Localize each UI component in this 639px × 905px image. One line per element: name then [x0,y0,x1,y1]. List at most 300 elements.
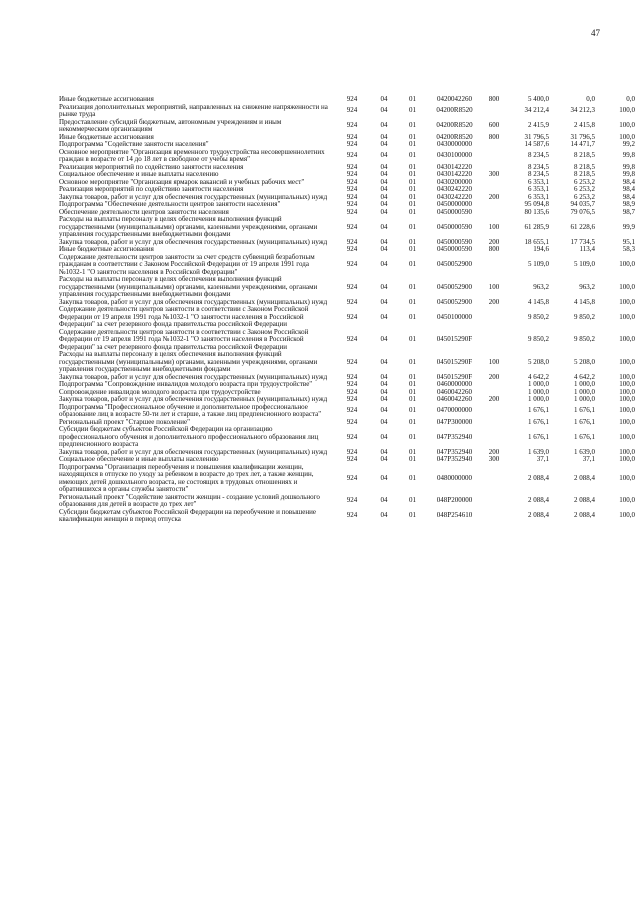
row-percent: 100,0 [619,297,635,306]
row-plan-amount: 5 208,0 [528,357,549,366]
row-vedomstvo: 924 [346,447,358,456]
row-razdel: 04 [380,282,388,291]
row-podrazdel: 01 [409,237,416,246]
row-fact-amount: 61 228,6 [570,222,595,231]
table-row [59,216,637,239]
row-vedomstvo: 924 [346,455,358,463]
row-razdel: 04 [380,312,388,321]
row-vedomstvo: 924 [346,185,358,193]
row-plan-amount: 5 109,0 [528,260,549,268]
row-podrazdel: 01 [409,511,416,520]
row-target-article: 0450000590 [437,237,472,246]
row-plan-amount: 31 796,5 [524,132,549,141]
row-fact-amount: 113,4 [579,245,595,253]
row-plan-amount: 1 676,1 [528,406,549,415]
row-podrazdel: 01 [409,162,416,171]
row-name: Расходы на выплаты персоналу в целях обеспечения выполнения функций государственными (муниципальными) органами, казенными учреждениями, органами управления государственными внебюджетными фондами [59,275,318,298]
row-percent: 99,2 [622,140,635,148]
row-plan-amount: 37,1 [536,455,549,463]
row-target-article: 047P352940 [436,455,473,463]
table-row [59,494,637,509]
row-percent: 100,0 [619,432,635,441]
row-podrazdel: 01 [409,177,416,186]
row-expense-type [482,494,506,509]
row-plan-amount: 5 400,0 [528,95,549,103]
row-expense-type: 100 [488,282,500,291]
table-row [59,306,637,329]
row-plan-amount: 4 642,2 [528,372,549,381]
row-fact-amount: 0,0 [586,95,595,103]
row-razdel: 04 [380,372,388,381]
row-target-article: 0430242220 [437,192,472,201]
row-plan-amount: 6 353,1 [528,192,549,201]
row-plan-amount: 4 145,8 [528,297,549,306]
row-name: Субсидии бюджетам субъектов Российской Федерации на организацию профессионального обучения и дополнительного профессионального образования лиц предпенсионного возраста [59,425,319,448]
row-razdel: 04 [380,207,388,216]
row-percent: 0,0 [626,95,635,103]
row-vedomstvo: 924 [346,357,358,366]
row-plan-amount: 1 000,0 [528,380,549,388]
row-fact-amount: 8 218,5 [574,162,595,171]
row-podrazdel: 01 [409,406,416,415]
row-podrazdel: 01 [409,222,416,231]
row-fact-amount: 14 471,7 [570,140,595,148]
row-expense-type: 100 [488,222,500,231]
row-name: Социальное обеспечение и иные выплаты населению [59,170,219,178]
row-vedomstvo: 924 [346,387,358,396]
row-expense-type: 800 [488,95,500,103]
row-podrazdel: 01 [409,473,416,482]
row-plan-amount: 18 655,1 [524,237,549,246]
row-vedomstvo: 924 [346,260,358,268]
row-vedomstvo: 924 [346,297,358,306]
row-plan-amount: 194,6 [533,245,549,253]
table-row [59,509,637,524]
row-fact-amount: 2 088,4 [574,496,595,505]
row-plan-amount: 8 234,5 [528,151,549,160]
row-fact-amount: 6 253,2 [574,185,595,193]
row-vedomstvo: 924 [346,151,358,160]
row-podrazdel: 01 [409,387,416,396]
row-percent: 100,0 [619,380,635,388]
row-target-article: 0430142220 [437,170,472,178]
row-target-article: 0460000000 [437,380,472,388]
row-expense-type [482,306,506,329]
row-vedomstvo: 924 [346,417,358,426]
row-plan-amount: 6 353,1 [528,185,549,193]
row-name: Подпрограмма "Профессиональное обучение и дополнительное профессиональное образование лиц в возрасте 50-ти лет и старше, а также лиц предпенсионного возраста" [59,402,322,418]
row-razdel: 04 [380,406,388,415]
row-razdel: 04 [380,185,388,193]
row-percent: 100,0 [619,282,635,291]
row-percent: 99,8 [622,162,635,171]
row-percent: 100,0 [619,473,635,482]
row-expense-type: 100 [488,357,500,366]
row-expense-type: 200 [488,237,500,246]
row-expense-type [482,404,506,419]
row-vedomstvo: 924 [346,496,358,505]
row-expense-type: 200 [488,192,500,201]
row-vedomstvo: 924 [346,372,358,381]
row-vedomstvo: 924 [346,222,358,231]
row-razdel: 04 [380,380,388,388]
row-plan-amount: 963,2 [533,282,549,291]
row-podrazdel: 01 [409,170,416,178]
row-target-article: 0450000590 [437,245,472,253]
row-name: Подпрограмма "Содействие занятости населения" [59,140,209,148]
row-target-article: 045015290F [436,335,473,343]
row-expense-type: 300 [488,455,500,463]
row-fact-amount: 1 000,0 [574,387,595,396]
row-target-article: 0450100000 [437,312,472,321]
row-vedomstvo: 924 [346,106,358,115]
row-target-article: 0450000590 [437,207,472,216]
row-target-article: 0420042260 [437,95,472,103]
row-plan-amount: 1 000,0 [528,387,549,396]
row-razdel: 04 [380,496,388,505]
row-podrazdel: 01 [409,192,416,201]
row-target-article: 047P352940 [436,447,473,456]
row-name: Реализация дополнительных мероприятий, направленных на снижение напряженности на рынке труда [59,102,328,118]
row-percent: 100,0 [619,395,635,403]
page-number: 47 [591,28,600,38]
row-podrazdel: 01 [409,380,416,388]
table-row [59,119,637,134]
row-razdel: 04 [380,95,388,103]
row-podrazdel: 01 [409,260,416,268]
row-target-article: 048P200000 [436,496,473,505]
row-expense-type [482,104,506,119]
row-fact-amount: 1 676,1 [574,406,595,415]
row-percent: 100,0 [619,387,635,396]
row-target-article: 0480000000 [437,473,472,482]
row-percent: 100,0 [619,106,635,115]
row-podrazdel: 01 [409,455,416,463]
row-target-article: 0430100000 [437,151,472,160]
row-fact-amount: 8 218,5 [574,170,595,178]
row-name: Расходы на выплаты персоналу в целях обеспечения выполнения функций государственными (муниципальными) органами, казенными учреждениями, органами управления государственными внебюджетными фондами [59,350,318,373]
row-plan-amount: 9 850,2 [528,312,549,321]
row-razdel: 04 [380,222,388,231]
row-fact-amount: 6 253,2 [574,192,595,201]
row-fact-amount: 2 088,4 [574,511,595,520]
row-vedomstvo: 924 [346,406,358,415]
row-podrazdel: 01 [409,496,416,505]
row-target-article: 0430142220 [437,162,472,171]
row-plan-amount: 8 234,5 [528,162,549,171]
row-expense-type [482,209,506,217]
row-percent: 100,0 [619,406,635,415]
row-razdel: 04 [380,177,388,186]
row-fact-amount: 2 088,4 [574,473,595,482]
table-row [59,276,637,299]
row-razdel: 04 [380,192,388,201]
row-target-article: 04200R8520 [436,106,473,115]
row-target-article: 0430000000 [437,140,472,148]
row-expense-type [482,464,506,494]
row-expense-type: 200 [488,395,500,403]
row-percent: 100,0 [619,132,635,141]
row-razdel: 04 [380,417,388,426]
row-vedomstvo: 924 [346,207,358,216]
row-vedomstvo: 924 [346,140,358,148]
row-plan-amount: 1 676,1 [528,417,549,426]
row-target-article: 0450052900 [437,297,472,306]
row-target-article: 04200R8520 [436,121,473,130]
row-vedomstvo: 924 [346,177,358,186]
row-expense-type: 600 [488,121,500,130]
row-plan-amount: 2 088,4 [528,511,549,520]
row-expense-type: 300 [488,170,500,178]
row-name: Региональный проект "Содействие занятости женщин - создание условий дошкольного образования для детей в возрасте до трех лет" [59,492,320,508]
row-name: Обеспечение деятельности центров занятости населения [59,207,229,216]
row-target-article: 048P254610 [436,511,473,520]
row-razdel: 04 [380,395,388,403]
row-podrazdel: 01 [409,357,416,366]
row-percent: 100,0 [619,260,635,268]
row-vedomstvo: 924 [346,132,358,141]
row-plan-amount: 9 850,2 [528,335,549,343]
row-podrazdel: 01 [409,447,416,456]
row-fact-amount: 1 676,1 [574,417,595,426]
row-name: Субсидии бюджетам субъектов Российской Федерации на переобучение и повышение квалификации женщин в период отпуска [59,507,317,523]
row-fact-amount: 37,1 [582,455,595,463]
table-row [59,351,637,374]
row-fact-amount: 1 639,0 [574,447,595,456]
row-fact-amount: 5 208,0 [574,357,595,366]
row-plan-amount: 1 639,0 [528,447,549,456]
row-percent: 99,9 [622,222,635,231]
row-fact-amount: 1 000,0 [574,380,595,388]
row-percent: 100,0 [619,417,635,426]
row-name: Основное мероприятие "Организация временного трудоустройства несовершеннолетних граждан в возрасте от 14 до 18 лет в свободное от учебы время" [59,147,325,163]
row-podrazdel: 01 [409,106,416,115]
row-name: Закупка товаров, работ и услуг для обеспечения государственных (муниципальных) нужд [59,372,328,381]
row-vedomstvo: 924 [346,170,358,178]
row-fact-amount: 4 145,8 [574,297,595,306]
row-name: Подпрограмма "Организация переобучения и повышения квалификации женщин, находящихся в отпуске по уходу за ребенком в возрасте до трех лет, а также женщин, имеющих детей дошкольного возраста, не состоящих в трудовых отношениях и обратившихся в органы службы занятости" [59,462,314,493]
row-name: Закупка товаров, работ и услуг для обеспечения государственных (муниципальных) нужд [59,192,328,201]
row-podrazdel: 01 [409,200,416,208]
row-razdel: 04 [380,297,388,306]
row-percent: 95,1 [622,237,635,246]
row-fact-amount: 94 035,7 [570,200,595,208]
row-razdel: 04 [380,151,388,160]
table-body [59,96,637,524]
row-plan-amount: 34 212,4 [524,106,549,115]
row-razdel: 04 [380,132,388,141]
row-percent: 98,7 [622,207,635,216]
row-vedomstvo: 924 [346,282,358,291]
row-fact-amount: 31 796,5 [570,132,595,141]
row-vedomstvo: 924 [346,380,358,388]
row-podrazdel: 01 [409,207,416,216]
row-podrazdel: 01 [409,121,416,130]
row-percent: 100,0 [619,372,635,381]
row-razdel: 04 [380,162,388,171]
row-fact-amount: 1 000,0 [574,395,595,403]
row-vedomstvo: 924 [346,245,358,253]
row-vedomstvo: 924 [346,473,358,482]
row-razdel: 04 [380,106,388,115]
row-expense-type [482,419,506,427]
table-row [59,464,637,494]
row-percent: 99,8 [622,151,635,160]
row-name: Социальное обеспечение и иные выплаты населению [59,455,219,463]
row-target-article: 0450052900 [437,282,472,291]
row-expense-type [482,381,506,389]
row-fact-amount: 9 850,2 [574,335,595,343]
row-percent: 99,8 [622,170,635,178]
row-razdel: 04 [380,432,388,441]
row-plan-amount: 80 135,6 [524,207,549,216]
row-name: Подпрограмма "Обеспечение деятельности центров занятости населения" [59,200,281,208]
row-fact-amount: 963,2 [579,282,595,291]
row-fact-amount: 8 218,5 [574,151,595,160]
row-vedomstvo: 924 [346,200,358,208]
row-percent: 58,3 [622,245,635,253]
row-plan-amount: 1 000,0 [528,395,549,403]
row-expense-type: 200 [488,372,500,381]
row-expense-type [482,426,506,449]
row-name: Иные бюджетные ассигнования [59,132,154,141]
row-name: Иные бюджетные ассигнования [59,245,154,253]
budget-table [59,96,637,524]
row-razdel: 04 [380,447,388,456]
table-row [59,254,637,277]
row-name: Сопровождение инвалидов молодого возраста при трудоустройстве [59,387,261,396]
row-razdel: 04 [380,200,388,208]
row-fact-amount: 4 642,2 [574,372,595,381]
row-percent: 100,0 [619,357,635,366]
row-percent: 98,4 [622,185,635,193]
row-name: Закупка товаров, работ и услуг для обеспечения государственных (муниципальных) нужд [59,447,328,456]
row-razdel: 04 [380,473,388,482]
row-vedomstvo: 924 [346,395,358,403]
row-target-article: 0450000000 [437,200,472,208]
row-vedomstvo: 924 [346,162,358,171]
row-name: Реализация мероприятий по содействию занятости населения [59,185,244,193]
table-row [59,404,637,419]
row-name: Предоставление субсидий бюджетным, автономным учреждениям и иным некоммерческим организациям [59,117,282,133]
row-podrazdel: 01 [409,245,416,253]
row-target-article: 0450000590 [437,222,472,231]
row-percent: 100,0 [619,455,635,463]
row-name: Реализация мероприятий по содействию занятости населения [59,162,244,171]
row-fact-amount: 1 676,1 [574,432,595,441]
row-razdel: 04 [380,237,388,246]
row-target-article: 045015290F [436,372,473,381]
row-plan-amount: 8 234,5 [528,170,549,178]
row-target-article: 0450052900 [437,260,472,268]
row-plan-amount: 2 088,4 [528,473,549,482]
row-fact-amount: 2 415,8 [574,121,595,130]
row-plan-amount: 1 676,1 [528,432,549,441]
row-fact-amount: 34 212,3 [570,106,595,115]
row-podrazdel: 01 [409,417,416,426]
row-podrazdel: 01 [409,432,416,441]
row-name: Содержание деятельности центров занятости за счет средств субвенций безработным гражданам в соответствии с Законом Российской Федерации от 19 апреля 1991 года №1032-1 "О занятости населения в Российской Федерации" [59,252,315,276]
row-podrazdel: 01 [409,282,416,291]
row-target-article: 047P352940 [436,432,473,441]
row-name: Региональный проект "Старшее поколение" [59,417,190,426]
row-name: Иные бюджетные ассигнования [59,95,154,103]
row-razdel: 04 [380,357,388,366]
row-razdel: 04 [380,455,388,463]
row-razdel: 04 [380,335,388,343]
table-row [59,104,637,119]
row-podrazdel: 01 [409,335,416,343]
row-percent: 100,0 [619,121,635,130]
row-fact-amount: 5 109,0 [574,260,595,268]
row-vedomstvo: 924 [346,95,358,103]
row-percent: 100,0 [619,312,635,321]
row-percent: 98,9 [622,200,635,208]
row-target-article: 0460042260 [437,387,472,396]
row-fact-amount: 6 253,2 [574,177,595,186]
row-name: Основное мероприятие "Организация ярмарок вакансий и учебных рабочих мест" [59,177,305,186]
row-fact-amount: 79 076,5 [570,207,595,216]
row-target-article: 047P300000 [436,417,473,426]
table-row [59,329,637,352]
row-plan-amount: 6 353,1 [528,177,549,186]
row-percent: 100,0 [619,335,635,343]
table-row [59,426,637,449]
row-target-article: 0430200000 [437,177,472,186]
row-expense-type [482,149,506,164]
row-name: Закупка товаров, работ и услуг для обеспечения государственных (муниципальных) нужд [59,237,328,246]
row-plan-amount: 95 094,8 [524,200,549,208]
row-percent: 100,0 [619,496,635,505]
row-target-article: 0430242220 [437,185,472,193]
row-vedomstvo: 924 [346,237,358,246]
row-vedomstvo: 924 [346,335,358,343]
row-expense-type [482,329,506,352]
row-name: Содержание деятельности центров занятости в соответствии с Законом Российской Федерации от 19 апреля 1991 года №1032-1 "О занятости населения в Российской Федерации" за счет резервного фонда правительства российской Федерации [59,305,309,328]
row-razdel: 04 [380,511,388,520]
row-razdel: 04 [380,387,388,396]
row-percent: 100,0 [619,511,635,520]
row-podrazdel: 01 [409,185,416,193]
row-percent: 100,0 [619,447,635,456]
row-plan-amount: 61 285,9 [524,222,549,231]
row-name: Содержание деятельности центров занятости в соответствии с Законом Российской Федерации от 19 апреля 1991 года №1032-1 "О занятости населения в Российской Федерации" за счет резервного фонда правительства российской Федерации [59,327,309,351]
row-podrazdel: 01 [409,95,416,103]
row-podrazdel: 01 [409,372,416,381]
row-fact-amount: 9 850,2 [574,312,595,321]
row-expense-type [482,201,506,209]
row-expense-type [482,254,506,277]
row-podrazdel: 01 [409,132,416,141]
row-podrazdel: 01 [409,312,416,321]
row-expense-type: 200 [488,297,500,306]
row-name: Закупка товаров, работ и услуг для обеспечения государственных (муниципальных) нужд [59,297,328,306]
row-razdel: 04 [380,170,388,178]
row-razdel: 04 [380,140,388,148]
row-vedomstvo: 924 [346,192,358,201]
row-vedomstvo: 924 [346,121,358,130]
row-vedomstvo: 924 [346,312,358,321]
row-name: Закупка товаров, работ и услуг для обеспечения государственных (муниципальных) нужд [59,395,328,403]
row-expense-type [482,509,506,524]
row-target-article: 0470000000 [437,406,472,415]
row-podrazdel: 01 [409,297,416,306]
row-expense-type: 200 [488,447,500,456]
row-expense-type: 800 [488,245,500,253]
row-plan-amount: 2 415,9 [528,121,549,130]
row-podrazdel: 01 [409,140,416,148]
row-percent: 98,4 [622,192,635,201]
